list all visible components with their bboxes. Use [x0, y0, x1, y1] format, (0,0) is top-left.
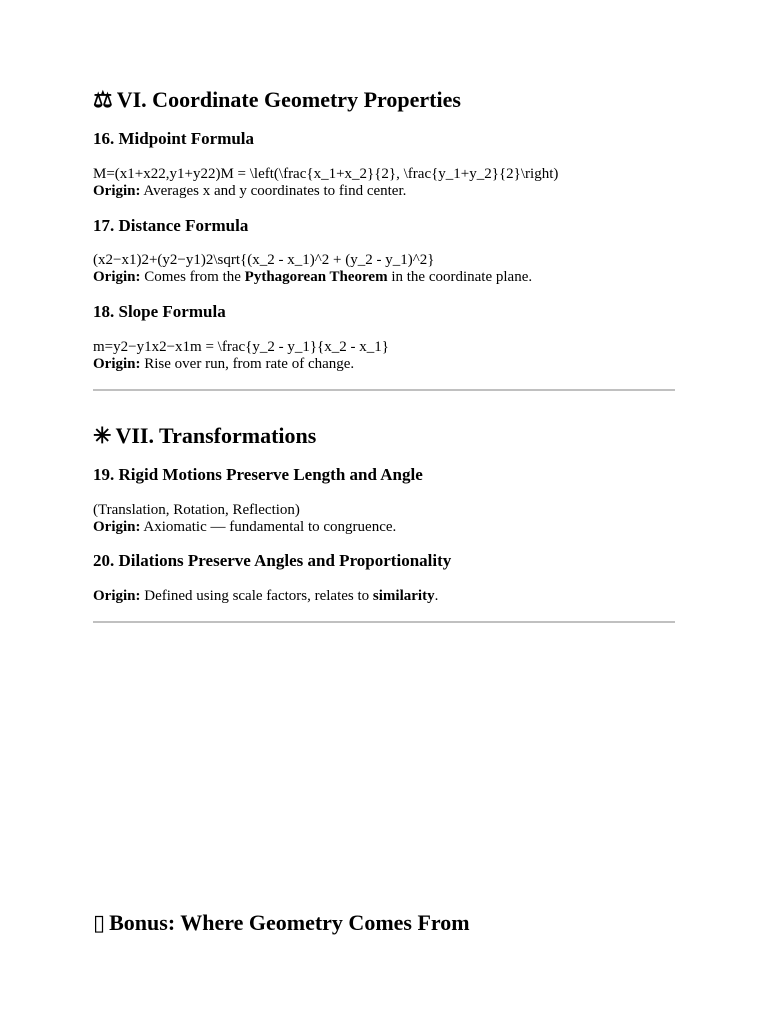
origin-text: Rise over run, from rate of change. — [140, 356, 355, 372]
origin-text: Axiomatic — fundamental to congruence. — [140, 519, 397, 535]
item-heading-midpoint: 16. Midpoint Formula — [93, 129, 255, 148]
origin-slope — [93, 356, 354, 373]
item-heading-distance: 17. Distance Formula — [93, 216, 249, 235]
formula-midpoint: M=(x1+x22,y1+y22)M = \left(\frac{x_1+x_2}{2}, \frac{y_1+y_2}{2}\right) — [93, 166, 559, 182]
section-title: Bonus: Where Geometry Comes From — [109, 910, 470, 935]
section-title: VII. Transformations — [115, 423, 317, 448]
section-divider — [93, 389, 675, 391]
formula-slope: m=y2−y1x2−x1m = \frac{y_2 - y_1}{x_2 - x_1} — [93, 339, 389, 355]
origin-text-post: in the coordinate plane. — [387, 269, 533, 285]
origin-label: Origin: — [93, 183, 141, 199]
origin-midpoint — [93, 183, 406, 200]
origin-label: Origin: — [93, 356, 141, 372]
section-title: VI. Coordinate Geometry Properties — [116, 87, 461, 112]
section-heading-bonus — [93, 910, 470, 936]
section-heading-coordinate-geometry — [93, 87, 461, 113]
origin-term: Pythagorean Theorem — [244, 269, 388, 285]
section-heading-transformations — [93, 423, 316, 449]
note-rigid-motions: (Translation, Rotation, Reflection) — [93, 502, 300, 518]
item-heading-slope: 18. Slope Formula — [93, 302, 226, 321]
origin-label: Origin: — [93, 269, 141, 285]
origin-text-post: . — [434, 588, 439, 604]
origin-distance — [93, 269, 532, 286]
origin-rigid-motions — [93, 519, 396, 536]
asterisk-icon: ✳ — [93, 423, 112, 448]
item-heading-dilations: 20. Dilations Preserve Angles and Proportionality — [93, 551, 452, 570]
origin-term: similarity — [372, 588, 435, 604]
origin-text: Averages x and y coordinates to find center. — [140, 183, 407, 199]
balance-scale-icon: ⚖ — [93, 87, 113, 112]
section-divider — [93, 621, 675, 623]
origin-text-pre: Comes from the — [140, 269, 245, 285]
missing-glyph-icon: ▯ — [93, 910, 106, 935]
origin-text-pre: Defined using scale factors, relates to — [140, 588, 373, 604]
item-heading-rigid-motions: 19. Rigid Motions Preserve Length and Angle — [93, 465, 423, 484]
formula-distance: (x2−x1)2+(y2−y1)2\sqrt{(x_2 - x_1)^2 + (y_2 - y_1)^2} — [93, 252, 435, 268]
origin-label: Origin: — [93, 519, 141, 535]
origin-label: Origin: — [93, 588, 141, 604]
origin-dilations — [93, 588, 438, 605]
